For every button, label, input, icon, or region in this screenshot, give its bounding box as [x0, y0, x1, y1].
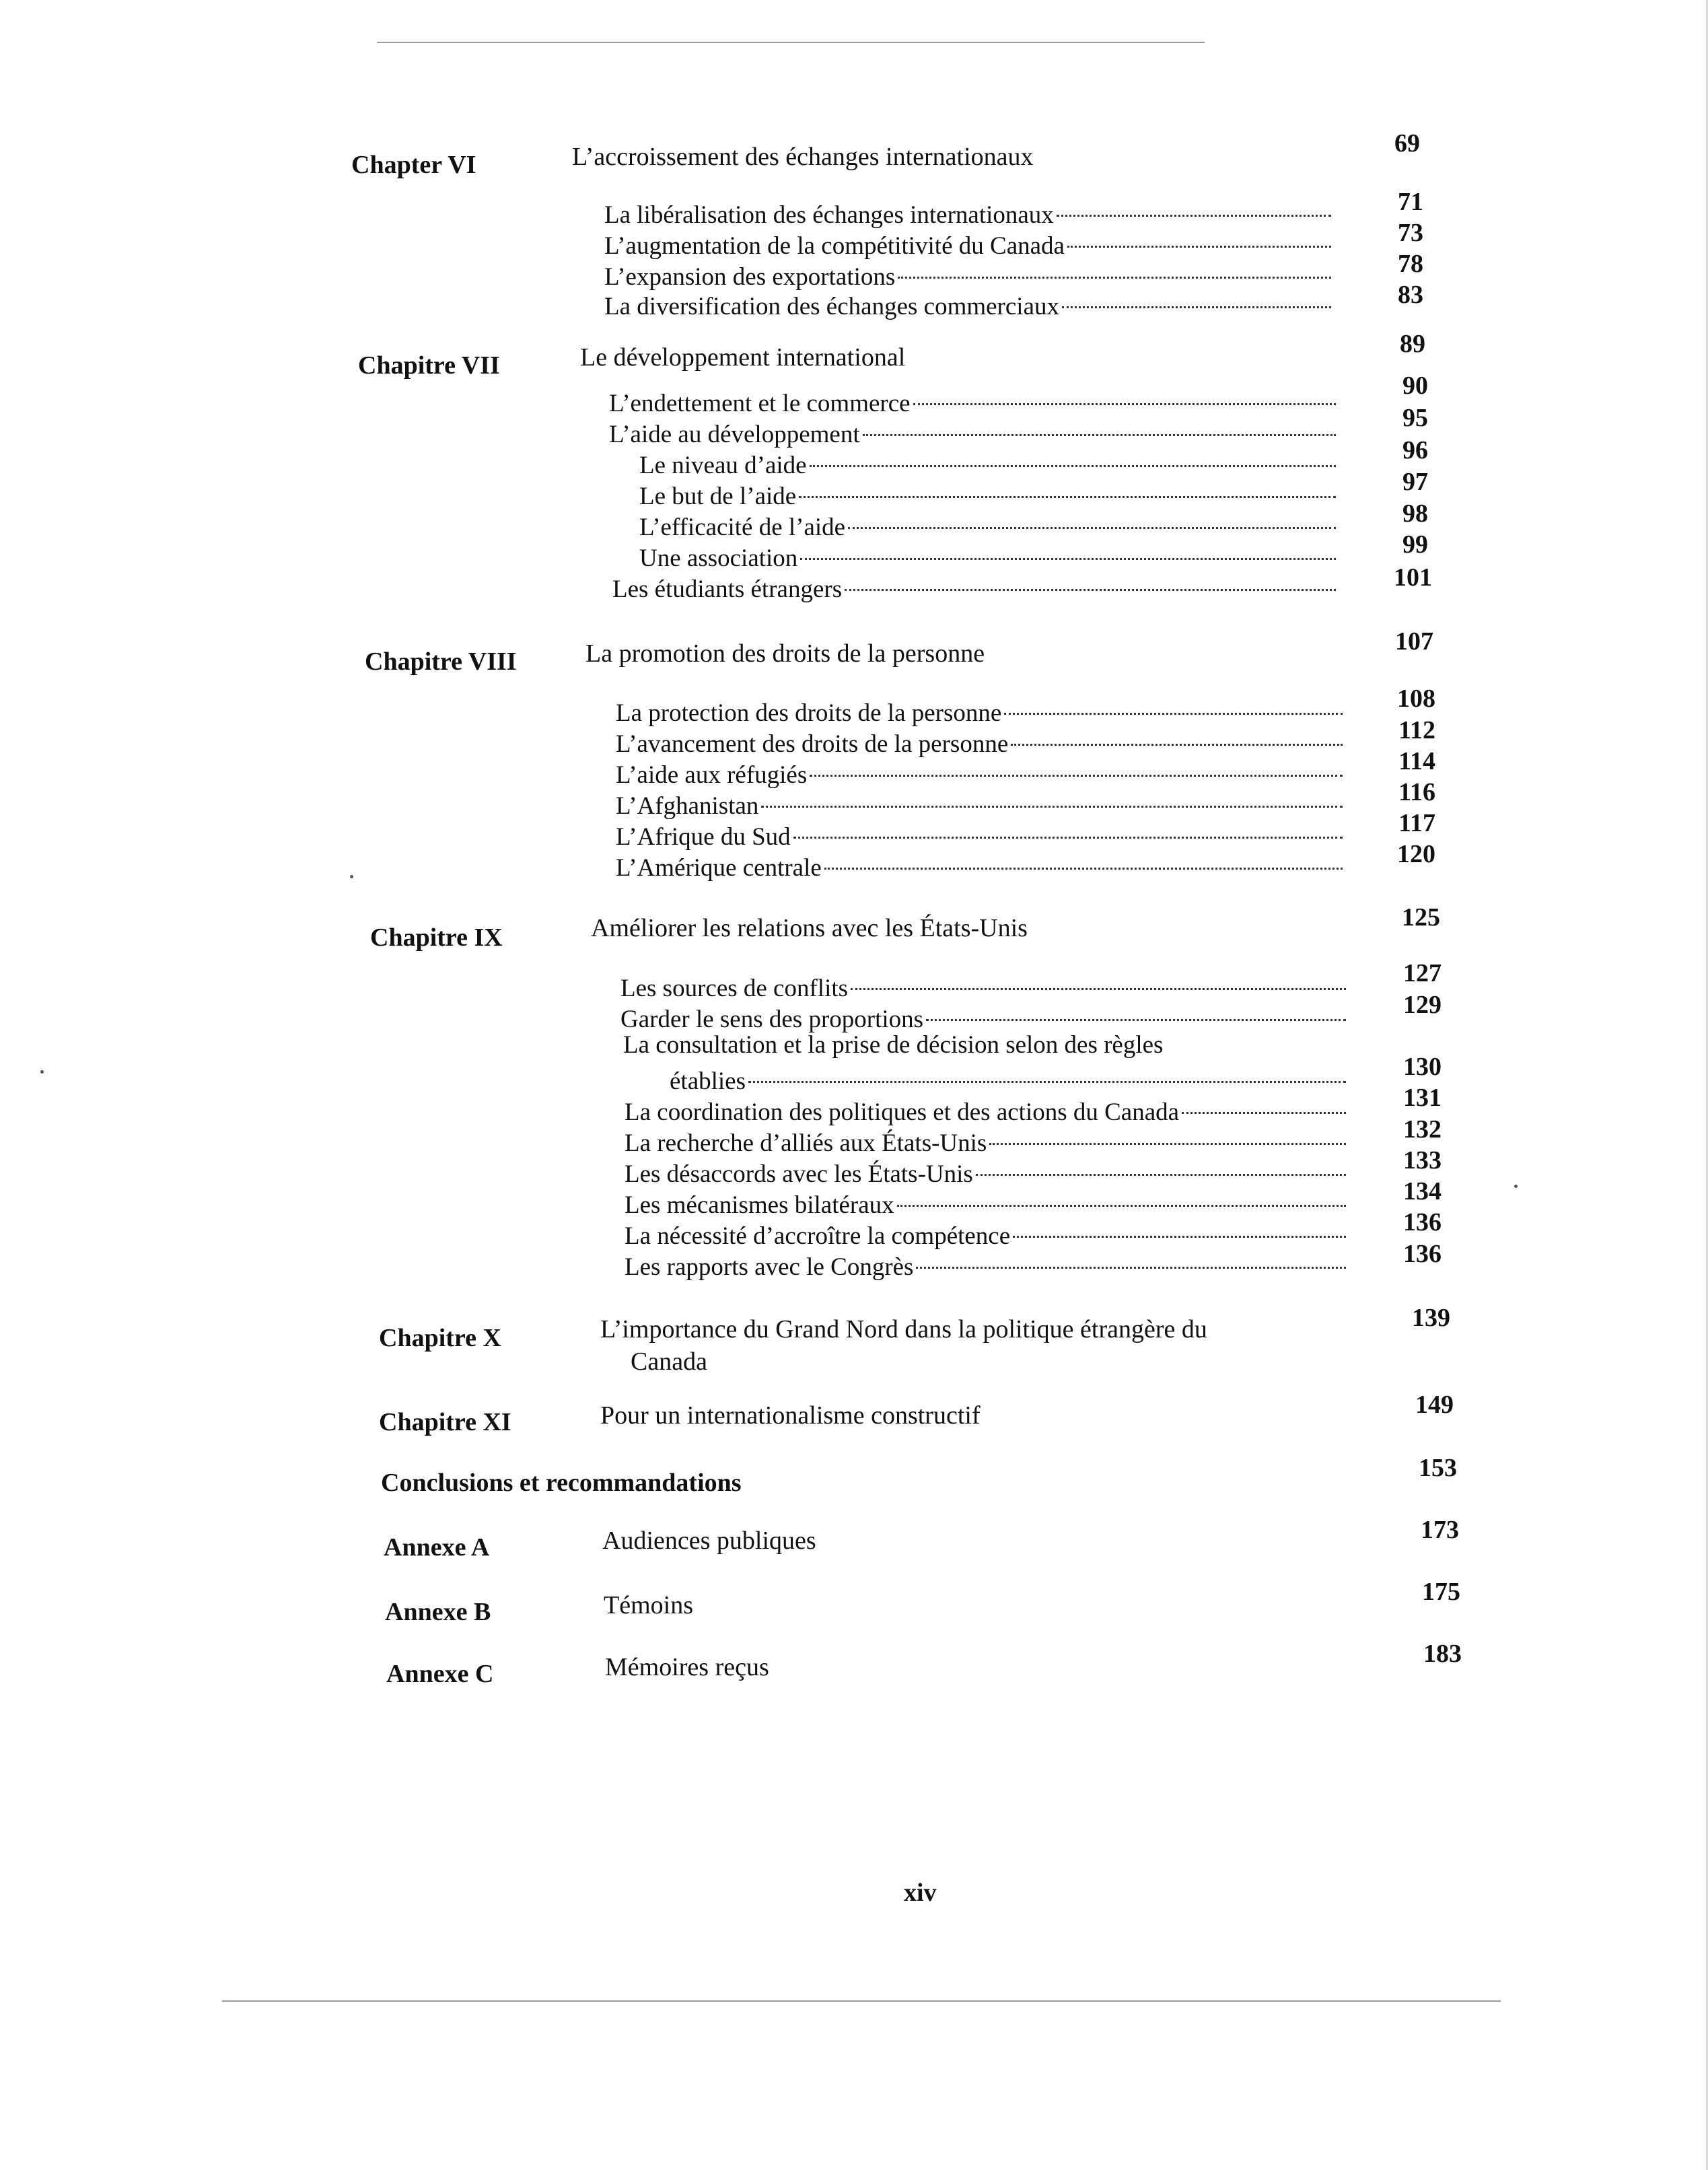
entry-text: L’aide au développement [609, 421, 860, 448]
toc-entry[interactable] [609, 419, 1336, 450]
annex-label: Annexe C [386, 1660, 494, 1688]
entry-page-number: 120 [1397, 840, 1435, 868]
dot-leader [810, 775, 1343, 777]
annex-page-number: 173 [1421, 1516, 1459, 1544]
dot-leader [1182, 1112, 1346, 1114]
scan-noise-bottom [222, 2000, 1501, 2002]
chapter-label: Chapitre XI [379, 1408, 511, 1436]
toc-entry[interactable] [670, 1066, 1346, 1097]
entry-text: La coordination des politiques et des actions du Canada [625, 1098, 1180, 1126]
entry-text-line1: La consultation et la prise de décision selon des règles [623, 1031, 1164, 1059]
toc-entry[interactable] [616, 791, 1343, 822]
entry-page-number: 136 [1403, 1240, 1442, 1268]
chapter-label: Chapitre X [379, 1324, 501, 1352]
annex-label: Annexe B [385, 1598, 491, 1626]
dot-leader [897, 1205, 1346, 1207]
dot-leader [848, 527, 1336, 529]
toc-entry[interactable] [609, 388, 1336, 419]
entry-page-number: 73 [1398, 219, 1423, 247]
entry-text: Garder le sens des proportions [620, 1006, 924, 1033]
toc-entry[interactable] [639, 450, 1336, 481]
dot-leader [810, 465, 1336, 467]
toc-entry[interactable] [616, 853, 1343, 884]
dot-leader [976, 1174, 1346, 1176]
chapter-title: L’importance du Grand Nord dans la politique étrangère du [600, 1315, 1207, 1343]
annex-title: Témoins [604, 1591, 693, 1619]
dot-leader [898, 277, 1331, 279]
entry-page-number: 96 [1402, 436, 1428, 464]
annex-title: Mémoires reçus [605, 1653, 769, 1681]
dot-leader [748, 1081, 1346, 1083]
chapter-title: Le développement international [580, 343, 906, 372]
toc-entry[interactable] [625, 1252, 1346, 1283]
toc-entry[interactable] [604, 262, 1331, 293]
chapter-page-number: 89 [1400, 330, 1425, 358]
dot-leader [793, 837, 1343, 839]
entry-page-number: 127 [1403, 959, 1442, 987]
toc-entry[interactable] [639, 543, 1336, 574]
entry-text: Les désaccords avec les États-Unis [625, 1160, 973, 1188]
entry-page-number: 136 [1403, 1208, 1442, 1236]
dot-leader [845, 589, 1336, 591]
toc-entry[interactable] [616, 760, 1343, 791]
chapter-title: L’accroissement des échanges internationaux [572, 143, 1034, 171]
dot-leader [1062, 306, 1331, 308]
entry-text: L’Afrique du Sud [616, 823, 791, 851]
entry-page-number: 83 [1398, 281, 1423, 309]
chapter-page-number: 107 [1395, 627, 1433, 656]
entry-page-number: 71 [1398, 188, 1423, 216]
entry-text: L’augmentation de la compétitivité du Canada [604, 232, 1065, 260]
chapter-title: Améliorer les relations avec les États-Unis [591, 914, 1028, 942]
entry-page-number: 90 [1402, 372, 1428, 400]
entry-page-number: 108 [1397, 685, 1435, 713]
toc-entry[interactable] [625, 1190, 1346, 1221]
dot-leader [1004, 713, 1343, 715]
entry-text: La protection des droits de la personne [616, 699, 1002, 727]
chapter-label: Chapitre VIII [365, 648, 517, 676]
entry-page-number: 95 [1402, 404, 1428, 432]
chapter-label: Chapitre IX [370, 923, 503, 952]
toc-entry[interactable] [620, 973, 1346, 1004]
entry-text: Le but de l’aide [639, 483, 797, 510]
page-folio: xiv [904, 1879, 937, 1907]
entry-text: Les mécanismes bilatéraux [625, 1191, 894, 1219]
entry-text: établies [670, 1068, 746, 1095]
entry-page-number: 97 [1402, 468, 1428, 496]
dot-leader [1011, 744, 1343, 746]
toc-entry[interactable] [625, 1221, 1346, 1252]
entry-text: L’Afghanistan [616, 792, 759, 820]
annex-page-number: 183 [1423, 1640, 1462, 1668]
entry-page-number: 112 [1398, 716, 1435, 744]
scan-noise-top [377, 42, 1205, 43]
entry-page-number: 134 [1403, 1177, 1442, 1205]
entry-text: La recherche d’alliés aux États-Unis [625, 1129, 987, 1157]
entry-text: La libéralisation des échanges internationaux [604, 201, 1054, 229]
entry-page-number: 116 [1398, 778, 1435, 806]
dot-leader [799, 496, 1336, 498]
toc-entry[interactable] [625, 1128, 1346, 1159]
chapter-page-number: 125 [1402, 903, 1440, 932]
entry-text: Les étudiants étrangers [612, 575, 843, 603]
entry-text: L’expansion des exportations [604, 263, 896, 291]
toc-entry[interactable] [604, 231, 1331, 262]
chapter-page-number: 139 [1412, 1304, 1450, 1332]
entry-page-number: 99 [1402, 530, 1428, 559]
entry-page-number: 129 [1403, 991, 1442, 1019]
entry-text: La diversification des échanges commerciaux [604, 293, 1059, 320]
entry-page-number: 130 [1403, 1053, 1442, 1081]
toc-entry[interactable] [639, 512, 1336, 543]
chapter-page-number: 149 [1415, 1391, 1454, 1419]
entry-text: L’endettement et le commerce [609, 390, 911, 417]
toc-entry[interactable] [616, 729, 1343, 760]
toc-entry[interactable] [616, 698, 1343, 729]
conclusions-page-number: 153 [1419, 1454, 1457, 1482]
toc-entry[interactable] [616, 822, 1343, 853]
dot-leader [916, 1267, 1346, 1269]
entry-page-number: 98 [1402, 499, 1428, 528]
entry-page-number: 78 [1398, 250, 1423, 278]
chapter-title: La promotion des droits de la personne [585, 639, 985, 668]
entry-page-number: 114 [1398, 747, 1435, 775]
scan-speck [1514, 1185, 1518, 1188]
chapter-title-line2: Canada [631, 1348, 707, 1376]
entry-text: L’efficacité de l’aide [639, 514, 846, 541]
scan-speck [350, 875, 353, 878]
annex-label: Annexe A [384, 1533, 490, 1562]
dot-leader [863, 434, 1336, 436]
toc-entry[interactable] [625, 1097, 1346, 1128]
dot-leader [761, 806, 1343, 808]
entry-page-number: 117 [1398, 809, 1435, 837]
toc-entry[interactable] [612, 574, 1336, 605]
toc-entry[interactable] [604, 200, 1331, 231]
entry-text: La nécessité d’accroître la compétence [625, 1222, 1011, 1250]
chapter-page-number: 69 [1394, 129, 1420, 158]
toc-entry[interactable] [625, 1159, 1346, 1190]
toc-entry[interactable] [604, 291, 1331, 322]
dot-leader [824, 868, 1343, 870]
entry-text: Le niveau d’aide [639, 452, 807, 479]
entry-text: Une association [639, 545, 798, 572]
dot-leader [989, 1143, 1346, 1145]
toc-entry[interactable] [639, 481, 1336, 512]
entry-page-number: 101 [1394, 563, 1432, 592]
chapter-label: Chapitre VII [358, 351, 500, 380]
entry-text: L’aide aux réfugiés [616, 761, 808, 789]
scan-speck [40, 1070, 44, 1074]
chapter-label: Chapter VI [351, 151, 476, 179]
dot-leader [1067, 246, 1331, 248]
annex-page-number: 175 [1422, 1578, 1460, 1606]
dot-leader [1057, 215, 1331, 217]
entry-page-number: 133 [1403, 1146, 1442, 1175]
chapter-title: Pour un internationalisme constructif [600, 1401, 981, 1430]
annex-title: Audiences publiques [602, 1527, 816, 1555]
entry-text: Les sources de conflits [620, 975, 849, 1002]
dot-leader [800, 558, 1336, 560]
entry-page-number: 131 [1403, 1084, 1442, 1112]
conclusions-label: Conclusions et recommandations [381, 1469, 742, 1497]
entry-page-number: 132 [1403, 1115, 1442, 1144]
dot-leader [926, 1019, 1346, 1021]
entry-text: L’Amérique centrale [616, 854, 822, 882]
entry-text: L’avancement des droits de la personne [616, 730, 1009, 758]
dot-leader [851, 988, 1346, 990]
entry-text: Les rapports avec le Congrès [625, 1253, 914, 1281]
dot-leader [913, 403, 1336, 405]
dot-leader [1013, 1236, 1346, 1238]
